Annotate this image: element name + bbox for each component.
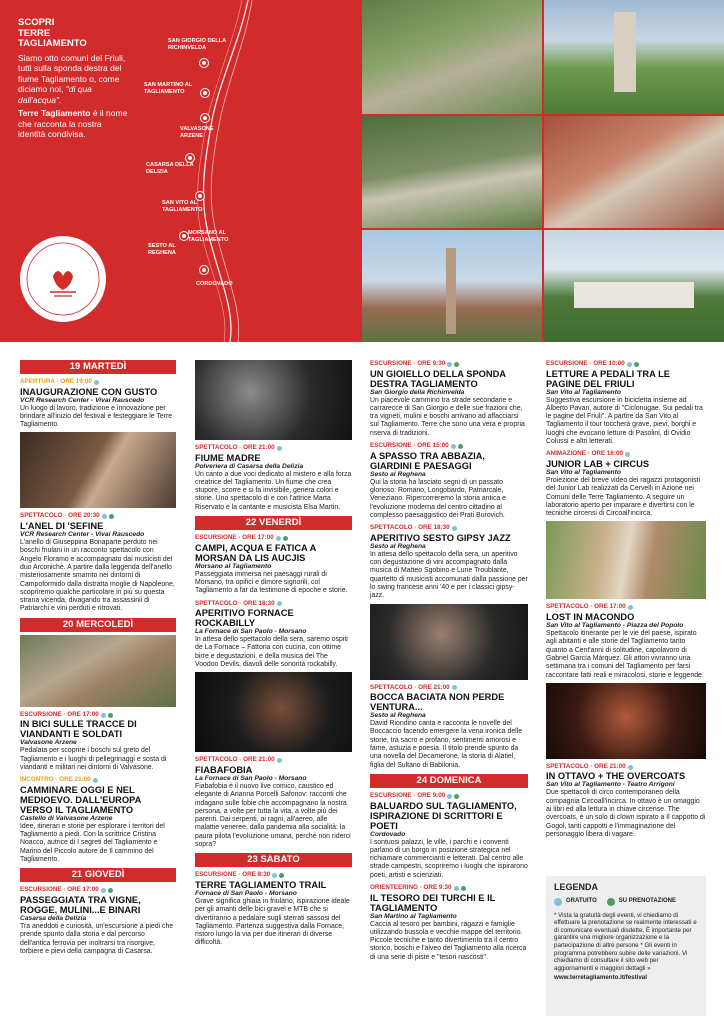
legend-gratuito-label: GRATUITO — [566, 897, 597, 904]
legend-prenotazione — [607, 898, 676, 906]
gratuito-icon — [451, 444, 456, 449]
town-label: SAN MARTINO AL TAGLIAMENTO — [144, 82, 193, 95]
event-text: Un canto a due voci dedicato al mistero e alla forza creatrice del Tagliamento. Un fiume che crea stupore, scorre e si fa invisibile, genera colori e storie. Uno spettacolo di e con l'attrice Marta Riservato e la cantante e musicista Elsa Martin. — [195, 470, 352, 511]
gratuito-icon — [454, 886, 459, 891]
event-photo-fiume-madre — [195, 360, 352, 440]
header-banner — [0, 0, 724, 342]
photo-town-square — [544, 116, 724, 228]
intro-block — [18, 18, 130, 140]
event-place: Sesto al Reghena — [370, 470, 426, 478]
event-text: Idee, itinerari e storie per esplorare i territori del Tagliamento a piedi. Con la scrittrice Cristina Noacco, autrice di I segreti del Tagliamento e Marino del Piccolo autore de Il cammino del Tagliamento. — [20, 822, 165, 864]
event-tag — [546, 603, 706, 612]
event-place: La Fornace di San Paolo - Morsano — [195, 774, 307, 782]
intro-brand: Terre Tagliamento — [18, 108, 91, 118]
event-tag — [20, 886, 176, 895]
event-tag-text: ESCURSIONE · ORE 15:00 — [370, 442, 449, 450]
gratuito-icon — [93, 778, 98, 783]
legend-box — [546, 876, 706, 1016]
event-tag — [370, 524, 528, 533]
event-title: BALUARDO SUL TAGLIAMENTO, ISPIRAZIONE DI SCRITTORI E POETI — [370, 800, 517, 831]
prenotazione-icon — [458, 444, 463, 449]
town-marker — [201, 89, 209, 97]
event-photo-in-ottavo — [546, 683, 706, 759]
day-header: 22 VENERDÌ — [195, 516, 352, 530]
event-tag-text: ANIMAZIONE · ORE 16:00 — [546, 450, 623, 458]
event-title: FIABAFOBIA — [195, 764, 253, 775]
legend-prenotazione-label: SU PRENOTAZIONE — [618, 897, 677, 904]
gratuito-icon — [276, 536, 281, 541]
intro-quote: "di qua dall'acqua". — [18, 84, 92, 105]
event-title: A SPASSO TRA ABBAZIA, GIARDINI E PAESAGGI — [370, 450, 486, 471]
event-tag-text: SPETTACOLO · ORE 17:00 — [546, 603, 626, 611]
event-text: I sontuosi palazzi, le ville, i parchi e i conventi parlano di un borgo in posizione strategica nel richiamare commercianti e letterati. Dal centro alle strade campestri, scopriremo i luoghi che ispirarono poeti, artisti e scienziati. — [370, 838, 528, 879]
logo-icon — [20, 236, 106, 322]
town-marker — [186, 154, 194, 162]
town-marker — [180, 232, 188, 240]
event-tag — [546, 360, 706, 369]
event-tag — [370, 792, 528, 801]
event-text: Un piacevole cammino tra strade secondarie e carrarecce di San Giorgio e delle sue frazioni che, tra vigneti, mulini e boschi arrivano ad affacciarsi sul Tagliamento. Terre che sono una vera e propria riserva di tradizioni. — [370, 396, 525, 437]
event-text: Due spettacoli di circo contemporaneo della compagnia Circoall'incirca. In ottavo è un omaggio ai libri ed alla lettura in chiave circense. The overcoats, è un solo di clown ispirato a Il cappotto di Gogol, tanti cappotti e l'immaginazione del personaggio libera di vagare. — [546, 789, 706, 838]
event-tag — [195, 756, 352, 765]
event-text: Pedalata per scoprire i boschi sul greto del Tagliamento e i luoghi di pellegrinaggi e sosta di viandanti e militari nei dintorni di Valvasone. — [20, 747, 167, 771]
event-text: Tra aneddoti e curiosità, un'escursione a piedi che prende spunto dalla storia e dal percorso dell'antica ferrovia per inoltrarsi tra risorgive, torbiere e pievi della campagna di Casarsa. — [20, 922, 174, 955]
town-label: MORSANO AL TAGLIAMENTO — [188, 230, 229, 243]
gratuito-icon — [628, 605, 633, 610]
event-tag — [20, 512, 176, 521]
photo-tower — [544, 0, 724, 114]
event-text: Grave significa ghiaia in friulano, ispirazione ideale per gli amanti delle bici gravel e MTB che si divertiranno a pedalare sugli sterrati sassosi del Tagliamento. Partenza suggestiva dalla Fornace, ristoro lungo la via per due itinerari di diverse difficoltà. — [195, 897, 350, 947]
event-tag-text: APERTURA · ORE 19:00 — [20, 378, 92, 385]
event-title: CAMPI, ACQUA E FATICA A MORSAN DA LIS AUCJIS — [195, 542, 317, 563]
event-place: San Giorgio della Richinvelda — [370, 388, 465, 396]
prenotazione-icon — [108, 888, 113, 893]
event-place: San Vito al Tagliamento - Teatro Arrigoni — [546, 781, 675, 789]
event-place: La Fornace di San Paolo - Morsano — [195, 628, 307, 636]
event-title: APERITIVO FORNACE ROCKABILLY — [195, 608, 294, 629]
event-title: LETTURE A PEDALI TRA LE PAGINE DEL FRIULI — [546, 368, 670, 389]
prenotazione-icon — [461, 886, 466, 891]
town-label: SAN VITO AL TAGLIAMENTO — [162, 200, 203, 213]
event-tag-text: ESCURSIONE · ORE 9:00 — [370, 791, 446, 799]
event-title: JUNIOR LAB + CIRCUS — [546, 458, 650, 469]
event-title: IN OTTAVO + THE OVERCOATS — [546, 771, 686, 782]
event-photo-valvasone-aerial — [20, 635, 176, 707]
event-tag-text: SPETTACOLO · ORE 20:30 — [20, 512, 100, 520]
event-text: L'anello di Giuseppina Bonaparte perduto nei boschi friulani in un racconto spettacolo con Angelo Floramo e accompagnato dai musicisti del duo Arconichè. A partire dalla leggenda dell'anello misteriosamente smarrito nei dintorni di Campoformido dalla distratta moglie di Napoleone, scopriremo qualche particolare in più su questa strana vicenda, divagando tra assassinii di Patriarchi e vini perduti e ritrovati. — [20, 539, 175, 613]
event-title: INAUGURAZIONE CON GUSTO — [20, 386, 158, 397]
event-photo-fiabafobia — [195, 672, 352, 752]
event-tag — [546, 450, 706, 459]
event-place: VCR Research Center - Vivai Rauscedo — [20, 531, 145, 539]
event-tag — [370, 360, 528, 369]
town-marker — [196, 192, 204, 200]
event-tag-text: SPETTACOLO · ORE 21:00 — [195, 444, 275, 451]
event-place: VCR Research Center - Vivai Rauscedo — [20, 396, 145, 404]
event-text: Qui la storia ha lasciato segni di un passato glorioso: Romano, Longobardo, Patriarcale, Veneziano. Ripercorreremo la storia antica e l'evoluzione moderna del centro cittadino al complesso paesaggistico dei Prati Burovich. — [370, 478, 506, 519]
event-place: San Martino al Tagliamento — [370, 912, 457, 920]
event-title: IL TESORO DEI TURCHI E IL TAGLIAMENTO — [370, 892, 496, 913]
event-title: BOCCA BACIATA NON PERDE VENTURA... — [370, 692, 505, 713]
town-label: CASARSA DELLA DELIZIA — [146, 162, 194, 175]
event-title: LOST IN MACONDO — [546, 612, 635, 623]
gratuito-icon — [272, 873, 277, 878]
photo-castle — [362, 116, 542, 228]
legend-note: * Vista la gratuità degli eventi, vi chiediamo di effettuare la prenotazione se realmente interessati e di comunicare eventuali disdette. È importante per garantire una migliore organizzazione e la partecipazione di altre persone * Gli eventi in programma potrebbero subire delle variazioni. Vi chiediamo di consultare il sito web per aggiornamenti e maggiori dettagli » — [554, 911, 697, 972]
prenotazione-icon — [454, 794, 459, 799]
day-header: 19 MARTEDÌ — [20, 360, 176, 374]
event-tag — [195, 444, 352, 453]
day-header: 24 DOMENICA — [370, 774, 528, 788]
day-header: 23 SABATO — [195, 853, 352, 867]
prenotazione-icon — [279, 873, 284, 878]
event-place: Sesto al Reghena — [370, 712, 426, 720]
program-column-4 — [546, 360, 706, 839]
event-photo-david-riondino — [370, 604, 528, 680]
event-tag-text: SPETTACOLO · ORE 21:00 — [370, 683, 450, 691]
event-text: David Riondino canta e racconta le novelle del Boccaccio facendo emergere la vena ironica delle storie, tra sacro e profano, sentimenti amorosi e fame, astuzia e poesia. Il titolo prende spunto da una novella del Decamerone, la storia di Alatiel, figlia del Sultano di Babilonia. — [370, 720, 523, 769]
event-tag-text: ESCURSIONE · ORE 8:30 — [195, 871, 271, 879]
gratuito-icon — [452, 526, 457, 531]
gratuito-icon — [554, 898, 562, 906]
event-title: UN GIOIELLO DELLA SPONDA DESTRA TAGLIAMENTO — [370, 368, 506, 389]
event-place: San Vito al Tagliamento — [546, 468, 621, 476]
event-place: Fornace di San Paolo - Morsano — [195, 889, 297, 897]
event-place: Castello di Valvasone Arzene — [20, 814, 113, 822]
event-place: Sesto al Reghena — [370, 542, 426, 550]
event-tag — [195, 871, 352, 880]
event-title: L'ANEL DI 'SEFINE — [20, 521, 104, 532]
event-place: Cordovado — [370, 830, 406, 838]
event-place: Polveriera di Casarsa della Delizia — [195, 462, 304, 470]
prenotazione-icon — [108, 713, 113, 718]
event-text: Proiezione del breve video dei ragazzi protagonisti del Junior Lab realizzati da Cervelli in Azione nei Comuni delle Terre Tagliamento. A seguire un laboratorio aperto per imparare e divertirsi con le tecniche circensi di Circoall'incirca. — [546, 476, 700, 518]
legend-gratuito — [554, 898, 597, 906]
event-tag — [370, 442, 528, 451]
gratuito-icon — [277, 601, 282, 606]
gratuito-icon — [277, 446, 282, 451]
event-title: CAMMINARE OGGI E NEL MEDIOEVO. DALL'EUROPA VERSO IL TAGLIAMENTO — [20, 784, 142, 815]
event-tag — [195, 534, 352, 543]
event-tag-text: ESCURSIONE · ORE 9:30 — [370, 360, 446, 367]
legend-keys — [554, 898, 698, 906]
gratuito-icon — [101, 888, 106, 893]
intro-text-1: Siamo otto comuni del Friuli, tutti sulla sponda destra del fiume Tagliamento o, come diciamo noi, — [18, 52, 126, 94]
town-label: VALVASONE ARZENE — [180, 126, 214, 139]
event-title: TERRE TAGLIAMENTO TRAIL — [195, 879, 327, 890]
event-text: In attesa dello spettacolo della sera, saremo ospiti de La Fornace – Fattoria con cucina, con ottime birre e degustazioni, e della musica dei The Voodoo Devils, diavoli delle sonorità rockabilly. — [195, 636, 348, 669]
prenotazione-icon — [607, 898, 615, 906]
event-title: APERITIVO SESTO GIPSY JAZZ — [370, 532, 511, 543]
gratuito-icon — [94, 380, 99, 385]
event-text: Un luogo di lavoro, tradizione e innovazione per brindare all'inizio del festival e festeggiare le Terre Tagliamento. — [20, 404, 173, 429]
event-tag — [20, 776, 176, 785]
event-tag — [370, 684, 528, 693]
event-tag-text: ESCURSIONE · ORE 17:00 — [20, 886, 99, 894]
event-tag — [370, 884, 528, 893]
event-title: IN BICI SULLE TRACCE DI VIANDANTI E SOLDATI — [20, 719, 137, 740]
event-tag-text: ESCURSIONE · ORE 10:00 — [546, 360, 625, 367]
photo-grid — [362, 0, 724, 342]
event-place: Casarsa della Delizia — [20, 914, 87, 922]
event-text: Suggestiva escursione in bicicletta insieme ad Alberto Pavan, autore di "Ciclonugae. Sui pedali tra le pagine del Friuli". A partire da San Vito al Tagliamento il tour toccherà grave, pievi, borghi e luoghi che evocano letture di Pasolini, di Ovidio Colussi e altri letterati. — [546, 396, 703, 446]
day-header: 20 MERCOLEDÌ — [20, 618, 176, 632]
gratuito-icon — [101, 713, 106, 718]
town-label: SAN GIORGIO DELLA RICHINVELDA — [168, 38, 226, 51]
event-text: Fiabafobia è il nuovo live comico, caustico ed elegante di Arianna Porcelli Safonov: racconti che indagano sulle fobie che accompagnano la nostra persona, a volte per tutta la vita, a volte più dei parenti. Dai serpenti, ai ragni, all'aereo, alle malattie veneree, dalla pandemia alla socialità: la paura pilota l'evoluzione umana, perché non riderci sopra? — [195, 782, 351, 849]
intro-title: SCOPRI TERRE TAGLIAMENTO — [18, 17, 87, 49]
event-place: San Vito al Tagliamento - Piazza del Popolo — [546, 622, 684, 630]
prenotazione-icon — [634, 362, 639, 367]
gratuito-icon — [452, 685, 457, 690]
gratuito-icon — [628, 765, 633, 770]
town-marker — [201, 114, 209, 122]
gratuito-icon — [447, 362, 452, 367]
town-label: SESTO AL REGHENA — [148, 243, 176, 256]
event-tag-text: SPETTACOLO · ORE 21:00 — [546, 762, 626, 770]
event-tag-text: SPETTACOLO · ORE 21:00 — [195, 756, 275, 764]
town-label: CORDOVADO — [196, 281, 233, 287]
event-text: Passeggiata immersa nei paesaggi rurali di Morsano, tra opifici e dimore signorili, col Tagliamento a far da testimone di epoche e storie. — [195, 570, 348, 595]
event-place: Valvasone Arzene — [20, 739, 77, 747]
prenotazione-icon — [109, 514, 114, 519]
program-column-3 — [370, 360, 528, 962]
event-tag — [20, 711, 176, 720]
event-tag — [195, 600, 352, 609]
event-title: FIUME MADRE — [195, 452, 261, 463]
legend-title: LEGENDA — [554, 882, 599, 892]
event-text: Caccia al tesoro per bambini, ragazzi e famiglie utilizzando bussola e vecchie mappe del territorio. Piccole tecniche e tanto divertimento tra il centro storico, boschi e l'alveo del Tagliamento alla ricerca di una serie di piste e "tesori nascosti". — [370, 920, 527, 961]
event-tag-text: SPETTACOLO · ORE 18:30 — [195, 599, 275, 607]
gratuito-icon — [625, 452, 630, 457]
event-place: San Vito al Tagliamento — [546, 388, 621, 396]
town-marker — [200, 266, 208, 274]
photo-bell-tower — [362, 230, 542, 342]
event-text: In attesa dello spettacolo della sera, un aperitivo con degustazione di vini accompagnato dalla musica di Matteo Sgobino e Lune Troublante, quartetto di musicisti accomunati dalla passione per lo swing francese anni '40 e per i classici gipsy-jazz. — [370, 550, 528, 600]
event-photo-angelo-floramo — [20, 432, 176, 508]
event-tag — [546, 763, 706, 772]
photo-abbey — [544, 230, 724, 342]
event-tag-text: ORIENTEERING · ORE 9:30 — [370, 883, 452, 891]
event-place: Morsano al Tagliamento — [195, 562, 272, 570]
event-tag-text: INCONTRO · ORE 21:00 — [20, 776, 91, 784]
event-title: PASSEGGIATA TRA VIGNE, ROGGE, MULINI...E BINARI — [20, 894, 141, 915]
intro-text-2: è il nome che racconta la nostra identità condivisa. — [18, 108, 128, 139]
festival-url[interactable]: www.terretagliamento.it/festival — [554, 974, 647, 982]
event-tag-text: SPETTACOLO · ORE 18:30 — [370, 524, 450, 532]
gratuito-icon — [102, 514, 107, 519]
terre-tagliamento-logo — [20, 236, 106, 322]
event-tag-text: ESCURSIONE · ORE 17:00 — [195, 534, 274, 542]
event-text: Spettacolo itinerante per le vie del paese, ispirato agli abitanti e alle storie del Tagliamento tanto quanto a Cent'anni di solitudine, capolavoro di Gabriel García Márquez. Gli attori vivranno una settimana tra i comuni del Tagliamento per farsi raccontare fatti reali e miracolosi, storie e leggende. — [546, 630, 704, 679]
town-marker — [200, 59, 208, 67]
photo-village-aerial — [362, 0, 542, 114]
event-tag — [20, 378, 176, 387]
gratuito-icon — [627, 362, 632, 367]
event-tag-text: ESCURSIONE · ORE 17:00 — [20, 710, 99, 718]
program-column-1 — [20, 360, 176, 956]
gratuito-icon — [277, 758, 282, 763]
prenotazione-icon — [283, 536, 288, 541]
day-header: 21 GIOVEDÌ — [20, 868, 176, 882]
prenotazione-icon — [454, 362, 459, 367]
program-column-2 — [195, 360, 352, 948]
gratuito-icon — [447, 794, 452, 799]
event-photo-lost-in-macondo — [546, 521, 706, 599]
